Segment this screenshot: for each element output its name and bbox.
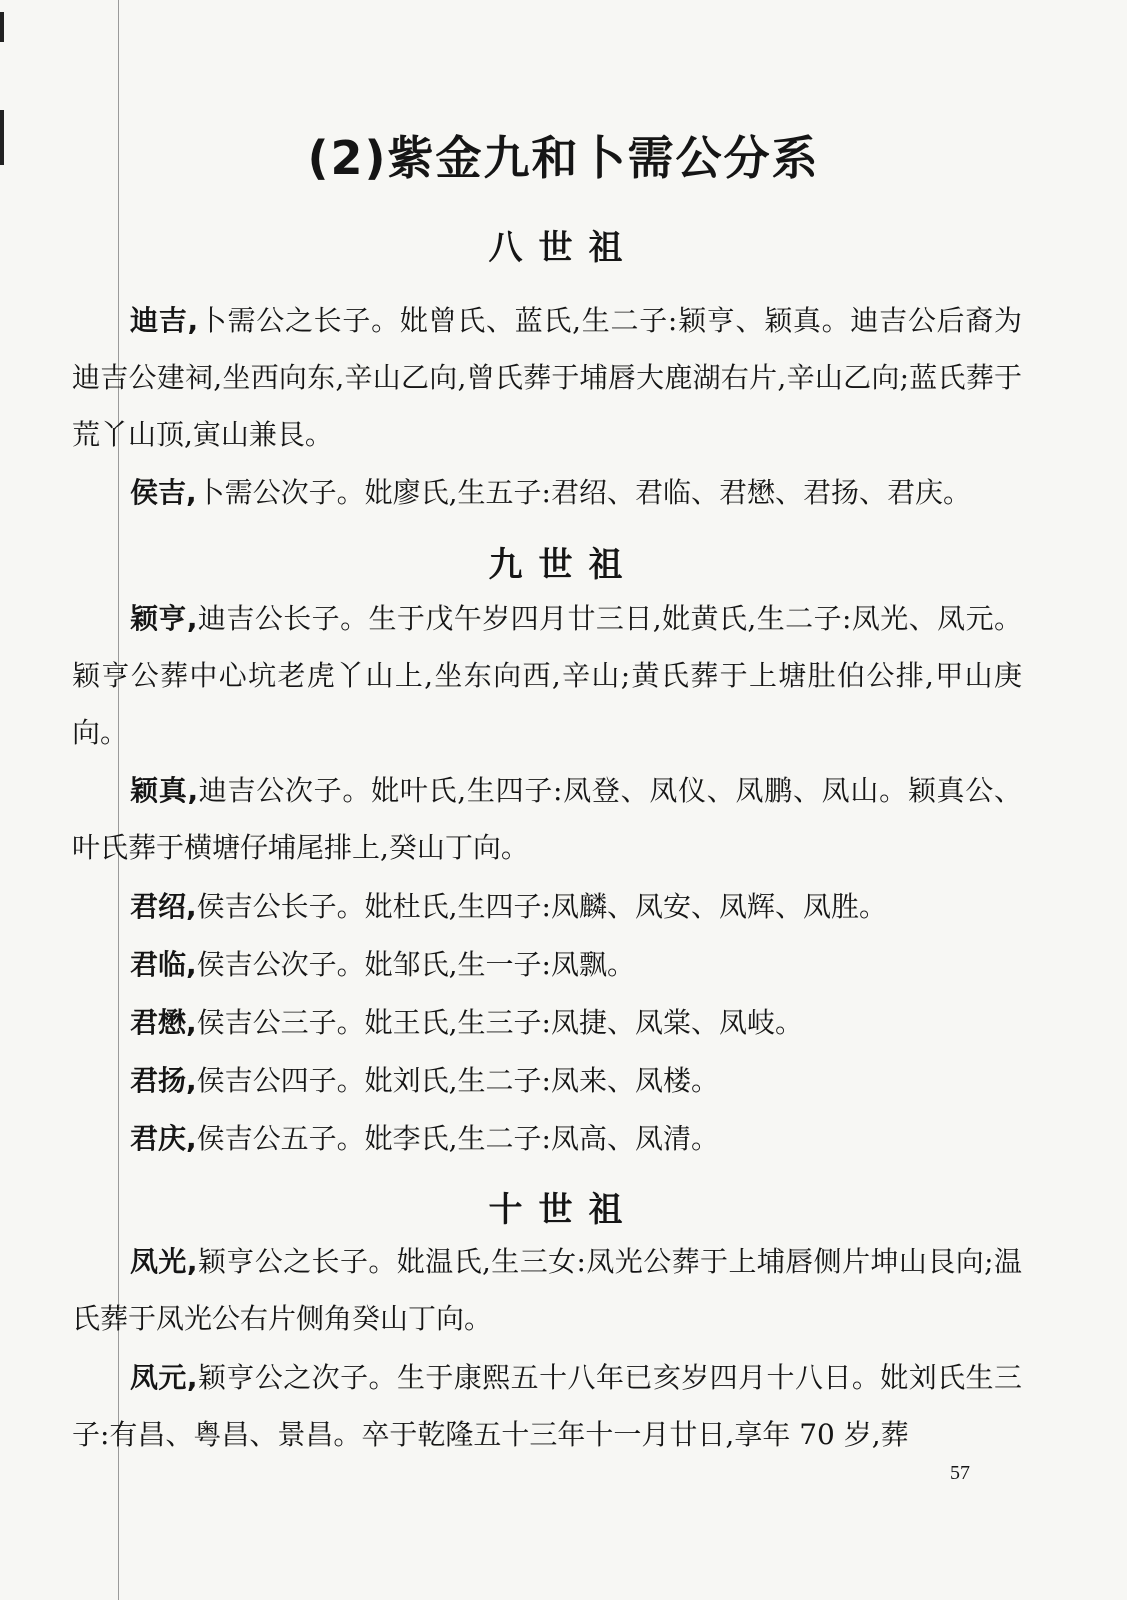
entry-text: 迪吉公长子。生于戊午岁四月廿三日,妣黄氏,生二子:凤光、凤元。颖亨公葬中心坑老虎丫山上,坐东向西,辛山;黄氏葬于上塘肚伯公排,甲山庚向。 bbox=[72, 602, 1022, 749]
entry-text: 侯吉公长子。妣杜氏,生四子:凤麟、凤安、凤辉、凤胜。 bbox=[196, 890, 887, 923]
entry-text: 侯吉公四子。妣刘氏,生二子:凤来、凤楼。 bbox=[196, 1064, 719, 1097]
entry-name: 君绍, bbox=[130, 890, 197, 923]
entry-name: 迪吉, bbox=[130, 304, 199, 337]
entry bbox=[72, 1110, 1022, 1167]
entry-name: 君庆, bbox=[130, 1122, 197, 1155]
entry-text: 颖亨公之次子。生于康熙五十八年已亥岁四月十八日。妣刘氏生三子:有昌、粤昌、景昌。卒于乾隆五十三年十一月廿日,享年 70 岁,葬 bbox=[72, 1361, 1022, 1451]
entry bbox=[72, 878, 1022, 935]
entry-text: 侯吉公三子。妣王氏,生三子:凤捷、凤棠、凤岐。 bbox=[196, 1006, 803, 1039]
entry-name: 颖亨, bbox=[130, 602, 198, 635]
page-title: (2)紫金九和卜需公分系 bbox=[307, 131, 820, 185]
section-heading: 九世祖 bbox=[488, 545, 639, 585]
entry-name: 君临, bbox=[130, 948, 197, 981]
entry bbox=[72, 1349, 1022, 1463]
entry bbox=[72, 994, 1022, 1051]
entry-text: 卜需公之长子。妣曾氏、蓝氏,生二子:颖亨、颖真。迪吉公后裔为迪吉公建祠,坐西向东,辛山乙向,曾氏葬于埔唇大鹿湖右片,辛山乙向;蓝氏葬于荒丫山顶,寅山兼艮。 bbox=[72, 304, 1022, 451]
section-heading: 十世祖 bbox=[488, 1190, 639, 1230]
entry-text: 卜需公次子。妣廖氏,生五子:君绍、君临、君懋、君扬、君庆。 bbox=[196, 476, 971, 509]
entry-name: 侯吉, bbox=[130, 476, 197, 509]
edge-mark bbox=[0, 12, 4, 42]
page-number: 57 bbox=[950, 1462, 970, 1484]
entry bbox=[72, 464, 1022, 521]
entry-name: 凤光, bbox=[130, 1245, 198, 1278]
entry bbox=[72, 292, 1022, 463]
entry-name: 君扬, bbox=[130, 1064, 197, 1097]
entry-name: 颖真, bbox=[130, 774, 199, 807]
entry-text: 迪吉公次子。妣叶氏,生四子:凤登、凤仪、凤鹏、凤山。颖真公、叶氏葬于横塘仔埔尾排上,癸山丁向。 bbox=[72, 774, 1022, 864]
entry bbox=[72, 590, 1022, 761]
entry bbox=[72, 1233, 1022, 1347]
entry bbox=[72, 936, 1022, 993]
entry bbox=[72, 1052, 1022, 1109]
entry-text: 侯吉公五子。妣李氏,生二子:凤高、凤清。 bbox=[196, 1122, 719, 1155]
entry-text: 侯吉公次子。妣邹氏,生一子:凤飘。 bbox=[196, 948, 635, 981]
entry-name: 君懋, bbox=[130, 1006, 197, 1039]
entry-name: 凤元, bbox=[130, 1361, 198, 1394]
entry bbox=[72, 762, 1022, 876]
entry-text: 颖亨公之长子。妣温氏,生三女:凤光公葬于上埔唇侧片坤山艮向;温氏葬于凤光公右片侧角癸山丁向。 bbox=[72, 1245, 1022, 1335]
section-heading: 八世祖 bbox=[488, 228, 639, 268]
